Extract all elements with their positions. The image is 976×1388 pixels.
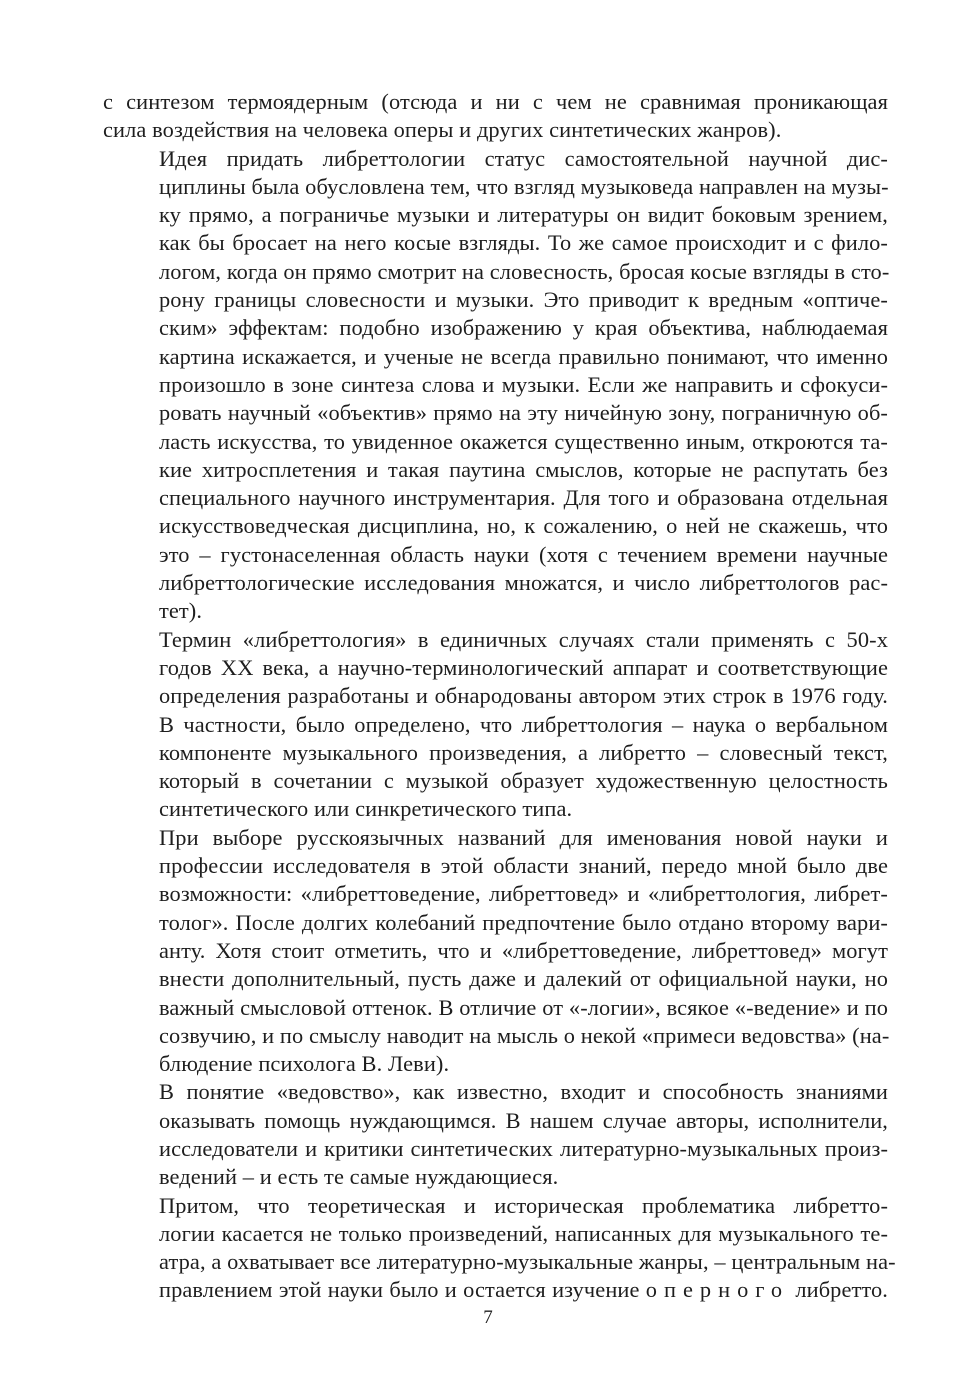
text-line: В частности, было определено, что либреттология – наука о вербальном bbox=[159, 711, 888, 737]
paragraph bbox=[103, 88, 888, 145]
text-line: кие хитросплетения и такая паутина смыслов, которые не распутать без bbox=[159, 456, 888, 482]
text-line: компоненте музыкального произведения, а либретто – словесный текст, bbox=[159, 739, 888, 765]
text-line: блюдение психолога В. Леви). bbox=[159, 1051, 450, 1077]
text-line: ку прямо, а пограничье музыки и литературы он видит боковым зрением, bbox=[159, 202, 888, 228]
text-line: Идея придать либреттологии статус самостоятельной научной дис- bbox=[159, 145, 888, 171]
text-line: внести дополнительный, пусть даже и далекий от официальной науки, но bbox=[159, 966, 888, 992]
text-line: рону границы словесности и музыки. Это приводит к вредным «оптиче- bbox=[159, 287, 888, 313]
paragraph bbox=[103, 145, 888, 626]
text-line: либреттологические исследования множатся, и число либреттологов рас- bbox=[159, 570, 888, 596]
text-line: созвучию, и по смыслу наводит на мысль о некой «примеси ведовства» (на- bbox=[159, 1022, 890, 1048]
paragraph bbox=[103, 626, 888, 824]
text-line: это – густонаселенная область науки (хотя с течением времени научные bbox=[159, 541, 888, 567]
text-line: При выборе русскоязычных названий для именования новой науки и bbox=[159, 824, 888, 850]
text-line: годов XX века, а научно-терминологический аппарат и соответствующие bbox=[159, 654, 888, 680]
text-line: ровать научный «объектив» прямо на эту ничейную зону, пограничную об- bbox=[159, 400, 888, 426]
text-line: Притом, что теоретическая и историческая проблематика либретто- bbox=[159, 1192, 888, 1218]
text-line: возможности: «либреттоведение, либреттовед» и «либреттология, либрет- bbox=[159, 881, 888, 907]
text-line: атра, а охватывает все литературно-музыкальные жанры, – центральным на- bbox=[159, 1249, 896, 1275]
text-line: важный смысловой оттенок. В отличие от «-логии», всякое «-ведение» и по bbox=[159, 994, 888, 1020]
text-line: толог». После долгих колебаний предпочтение было отдано второму вари- bbox=[159, 909, 888, 935]
text-line: ведений – и есть те самые нуждающиеся. bbox=[159, 1164, 559, 1190]
text-line: циплины была обусловлена тем, что взгляд музыковеда направлен на музы- bbox=[159, 173, 889, 199]
text-line: искусствоведческая дисциплина, но, к сожалению, о ней не скажешь, что bbox=[159, 513, 888, 539]
text-fragment: правлением этой науки было и остается изучение bbox=[159, 1277, 646, 1303]
page-number: 7 bbox=[483, 1307, 493, 1328]
text-fragment: либретто. bbox=[789, 1277, 888, 1303]
text-line: картина искажается, и ученые не всегда правильно понимают, что именно bbox=[159, 343, 888, 369]
text-line: определения разработаны и обнародованы автором этих строк в 1976 году. bbox=[159, 683, 888, 709]
text-line bbox=[103, 1276, 888, 1304]
text-line: который в сочетании с музыкой образует художественную целостность bbox=[159, 768, 888, 794]
text-line: логом, когда он прямо смотрит на словесность, бросая косые взгляды в сто- bbox=[159, 258, 890, 284]
body-text bbox=[103, 88, 896, 1305]
text-line: В понятие «ведовство», как известно, входит и способность знаниями bbox=[159, 1079, 888, 1105]
text-line: тет). bbox=[159, 598, 203, 624]
paragraph bbox=[103, 824, 888, 1079]
text-line: специального научного инструментария. Для того и образована отдельная bbox=[159, 485, 888, 511]
text-line: сила воздействия на человека оперы и других синтетических жанров). bbox=[103, 117, 782, 143]
text-line: оказывать помощь нуждающимся. В нашем случае авторы, исполнители, bbox=[159, 1107, 888, 1133]
text-line: синтетического или синкретического типа. bbox=[159, 796, 573, 822]
paragraph bbox=[103, 1078, 888, 1191]
text-line: ласть искусства, то увиденное окажется существенно иным, откроются та- bbox=[159, 428, 888, 454]
spaced-emphasis: оперного bbox=[645, 1277, 790, 1303]
text-line: с синтезом термоядерным (отсюда и ни с чем не сравнимая проникающая bbox=[103, 89, 888, 114]
text-line: как бы бросает на него косые взгляды. То же самое происходит и с фило- bbox=[159, 230, 888, 256]
text-line: ским» эффектам: подобно изображению у края объектива, наблюдаемая bbox=[159, 315, 888, 341]
text-line: профессии исследователя в этой области знаний, передо мной было две bbox=[159, 853, 888, 879]
text-line: исследователи и критики синтетических литературно-музыкальных произ- bbox=[159, 1135, 888, 1161]
text-line: логии касается не только произведений, написанных для музыкального те- bbox=[159, 1220, 888, 1246]
text-line: произошло в зоне синтеза слова и музыки. Если же направить и сфокуси- bbox=[159, 371, 888, 397]
text-line: анту. Хотя стоит отметить, что и «либреттоведение, либреттовед» могут bbox=[159, 937, 888, 963]
paragraph bbox=[103, 1192, 896, 1305]
text-line: Термин «либреттология» в единичных случаях стали применять с 50-х bbox=[159, 626, 888, 652]
